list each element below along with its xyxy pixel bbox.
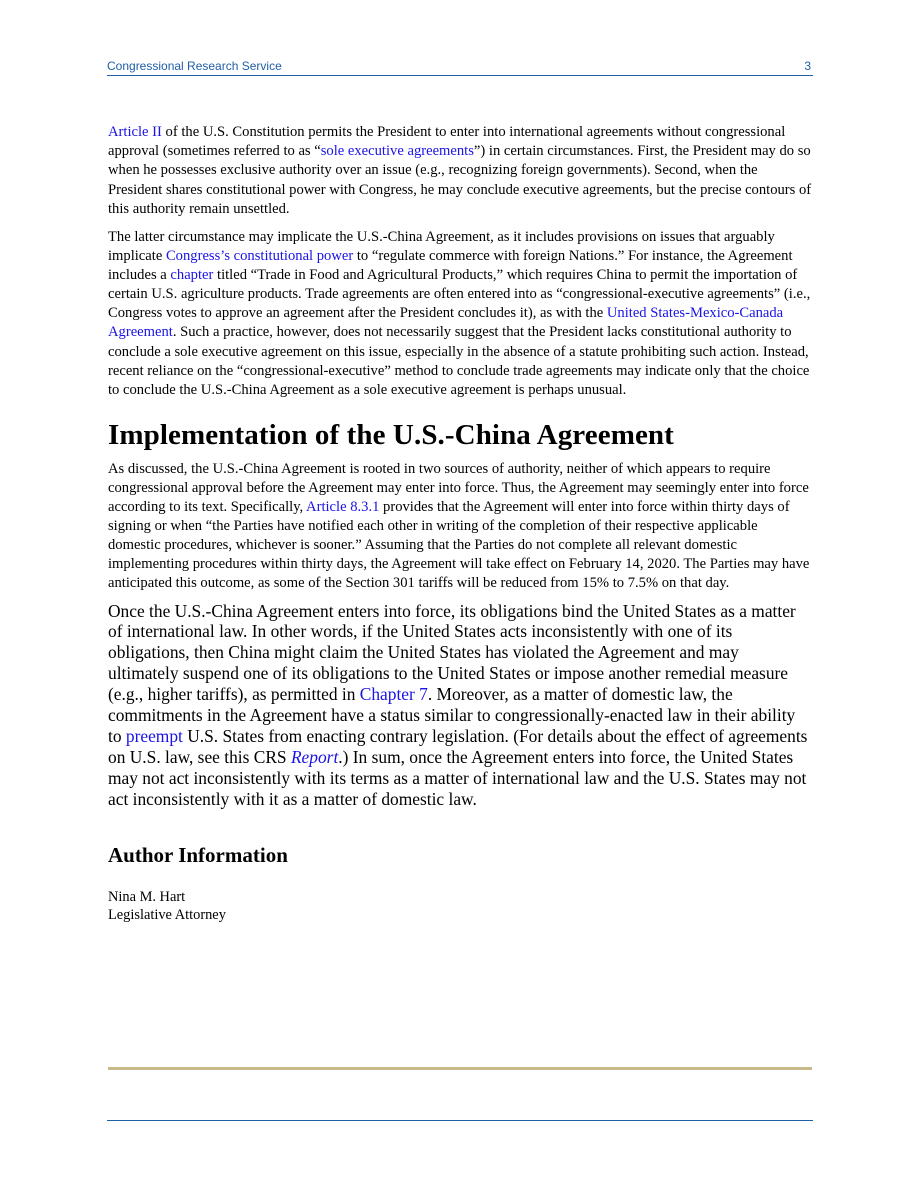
link-congress-constitutional-power[interactable]: Congress’s constitutional power [165,248,354,265]
paragraph-latter-circumstance [108,228,812,400]
para3-text-1: As discussed, the U.S.-China Agreement is rooted in two sources of authority, neither of which appears to require congressional approval before the Agreement may enter into force. Thus, the Agreement may seemingly enter into force according to its text. Specifically, [108,460,809,516]
section-heading-author-information: Author Information [108,842,288,867]
link-preempt[interactable]: preempt [125,725,183,746]
para3-text-2: provides that the Agreement will enter into force within thirty days of signing or when “the Parties have notified each other in writing of the completion of their respective applicable domestic procedures, whichever is sooner.” Assuming that the Parties do not complete all relevant domestic implementing procedures within thirty days, the Agreement will take effect on February 14, 2020. The Parties may have anticipated this outcome, as some of the Section 301 tariffs will be reduced from 15% to 7.5% on that day. [108,499,810,592]
para1-text-1: of the U.S. Constitution permits the President to enter into international agreements without congressional approval (sometimes referred to as “ [108,124,786,160]
header-org-name: Congressional Research Service [107,59,282,73]
paragraph-article-ii [108,123,812,219]
para2-text-1: The latter circumstance may implicate the U.S.-China Agreement, as it includes provisions on issues that arguably implicate [108,229,775,265]
link-sole-executive-agreements[interactable]: sole executive agreements [320,143,474,160]
para4-text-4: .) In sum, once the Agreement enters into force, the United States may not act inconsistently with its terms as a matter of international law and the U.S. States may not act inconsistently with it as a matter of domestic law. [108,746,807,809]
gold-divider [108,1067,812,1070]
para4-text-2: . Moreover, as a matter of domestic law, the commitments in the Agreement have a status similar to congressionally-enacted law in their ability to [108,684,796,746]
link-crs-report[interactable]: Report [290,746,339,767]
para1-text-2: ”) in certain circumstances. First, the President may do so when he possesses exclusive authority over an issue (e.g., recognizing foreign governments). Second, when the President shares constitutional power with Congress, he may conclude executive agreements, but the precise contours of this authority remain unsettled. [108,143,812,217]
link-usmca[interactable]: United States-Mexico-Canada Agreement [108,305,784,341]
author-block [108,888,812,924]
page-number: 3 [804,59,811,73]
paragraph-once-in-force [108,601,812,810]
link-article-8-3-1[interactable]: Article 8.3.1 [306,499,380,516]
para4-text-3: U.S. States from enacting contrary legislation. (For details about the effect of agreements on U.S. law, see this CRS [108,725,808,767]
page-header [107,58,813,76]
link-chapter[interactable]: chapter [170,267,214,284]
document-body [108,123,812,924]
section-heading-implementation: Implementation of the U.S.-China Agreement [108,418,674,451]
link-article-ii[interactable]: Article II [108,124,162,140]
footer-divider [107,1120,813,1121]
author-name: Nina M. Hart [108,888,186,905]
author-title: Legislative Attorney [108,906,226,923]
para4-text-1: Once the U.S.-China Agreement enters into force, its obligations bind the United States as a matter of international law. In other words, if the United States acts inconsistently with one of its obligations, then China might claim the United States has violated the Agreement and may ultimately suspend one of its obligations to the United States or impose another remedial measure (e.g., higher tariffs), as permitted in [108,600,796,705]
paragraph-as-discussed [108,460,812,594]
para2-text-3: titled “Trade in Food and Agricultural Products,” which requires China to permit the importation of certain U.S. agriculture products. Trade agreements are often entered into as “congressional-executive agreements” (i.e., Congress votes to approve an agreement after the President concludes it), as with the [108,267,811,322]
para2-text-2: to “regulate commerce with foreign Nations.” For instance, the Agreement includes a [108,248,793,284]
para2-text-4: . Such a practice, however, does not necessarily suggest that the President lacks constitutional authority to conclude a sole executive agreement on this issue, especially in the absence of a statute prohibiting such action. Instead, recent reliance on the “congressional-executive” method to conclude trade agreements may indicate only that the choice to conclude the U.S.-China Agreement as a sole executive agreement is perhaps unusual. [108,324,810,398]
link-chapter-7[interactable]: Chapter 7 [359,684,428,705]
